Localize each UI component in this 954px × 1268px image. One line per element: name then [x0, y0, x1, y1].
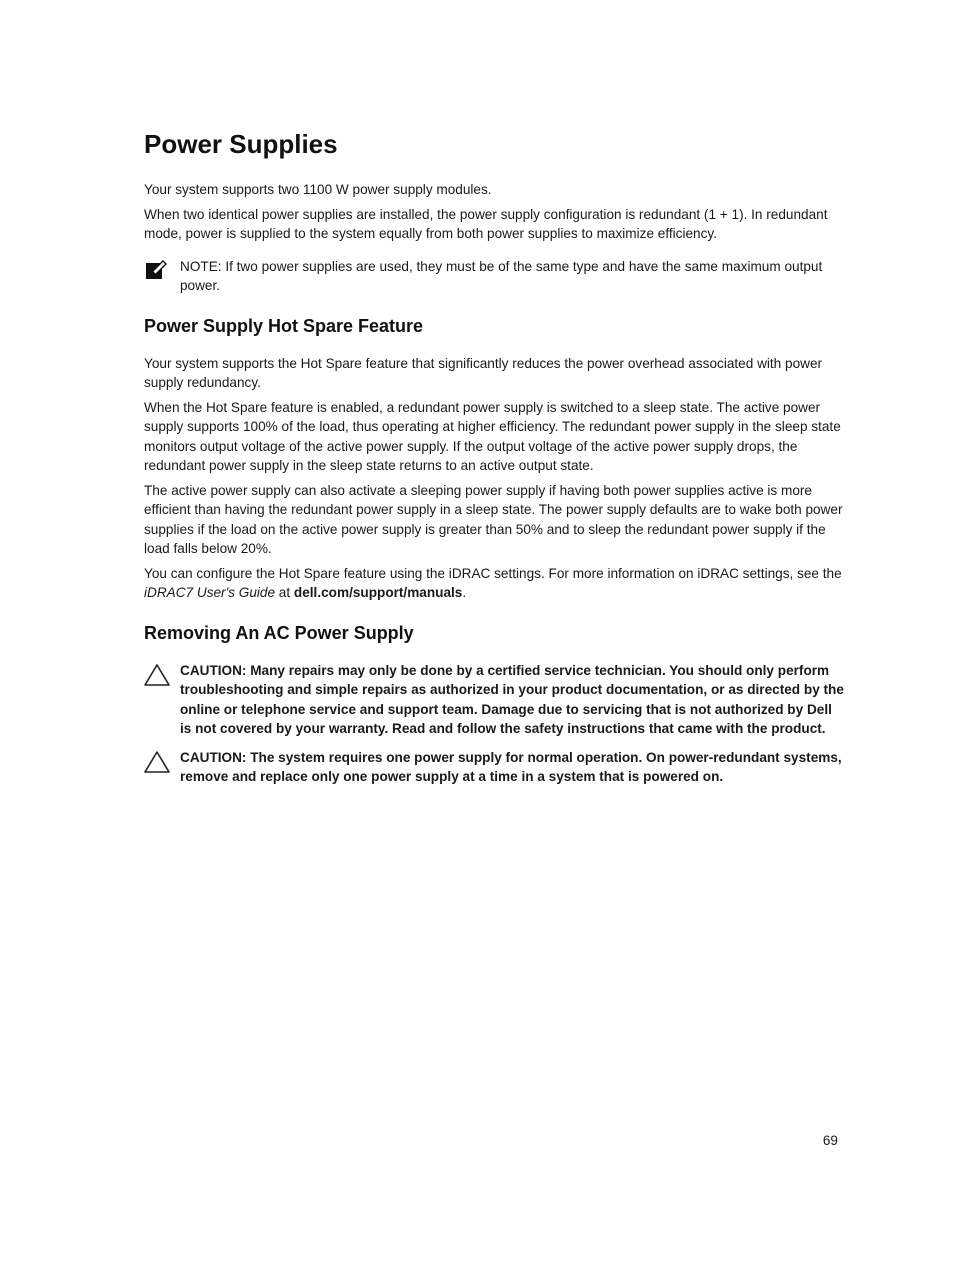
caution-text: CAUTION: The system requires one power supply for normal operation. On power-redundant systems, remove and replace only one power supply at a time in a system that is powered on.: [180, 749, 842, 784]
manuals-link[interactable]: dell.com/support/manuals: [293, 585, 463, 600]
body-paragraph: When the Hot Spare feature is enabled, a redundant power supply is switched to a sleep state. The active power supply supports 100% of the load, thus operating at higher efficiency. The redundant power supply in the sleep state monitors output voltage of the active power supply. If the output voltage of the active power supply drops, the redundant power supply in the sleep state returns to an active output state.: [144, 399, 841, 473]
idrac-text-mid: at: [275, 585, 294, 600]
section-heading-hot-spare: Power Supply Hot Spare Feature: [144, 315, 424, 336]
note-text: [180, 257, 844, 296]
caution-triangle-icon: [144, 663, 170, 687]
body-paragraph: The active power supply can also activate a sleeping power supply if having both power supplies active is more efficient than having the redundant power supply in a sleep state. The power supply defaults are to wake both power supplies if the load on the active power supply is greater than 50% and to sleep the redundant power supply if the load falls below 20%.: [144, 482, 843, 556]
note-callout: [144, 257, 844, 296]
page-content: [144, 126, 844, 787]
note-label: NOTE:: [180, 258, 222, 274]
note-body: If two power supplies are used, they must be of the same type and have the same maximum output power.: [180, 258, 823, 293]
caution-callout: [144, 661, 844, 739]
body-paragraph: Your system supports the Hot Spare feature that significantly reduces the power overhead associated with power supply redundancy.: [144, 355, 823, 390]
guide-title: iDRAC7 User's Guide: [144, 585, 276, 600]
note-pencil-icon: [144, 259, 170, 283]
intro-paragraph: When two identical power supplies are installed, the power supply configuration is redundant (1 + 1). In redundant mode, power is supplied to the system equally from both power supplies to maximize efficiency.: [144, 206, 828, 241]
idrac-text-post: .: [462, 585, 467, 600]
page-number: 69: [822, 1133, 838, 1148]
caution-callout: [144, 748, 844, 787]
body-paragraph-idrac: [144, 564, 844, 603]
idrac-text-pre: You can configure the Hot Spare feature using the iDRAC settings. For more information on iDRAC settings, see the: [144, 565, 842, 581]
section-heading-removing: Removing An AC Power Supply: [144, 622, 414, 643]
page-title: Power Supplies: [144, 129, 338, 159]
intro-paragraph: Your system supports two 1100 W power supply modules.: [144, 182, 492, 197]
caution-text: CAUTION: Many repairs may only be done by a certified service technician. You should only perform troubleshooting and simple repairs as authorized in your product documentation, or as directed by the online or telephone service and support team. Damage due to servicing that is not authorized by Dell is not covered by your warranty. Read and follow the safety instructions that came with the product.: [180, 662, 844, 736]
caution-triangle-icon: [144, 750, 170, 774]
